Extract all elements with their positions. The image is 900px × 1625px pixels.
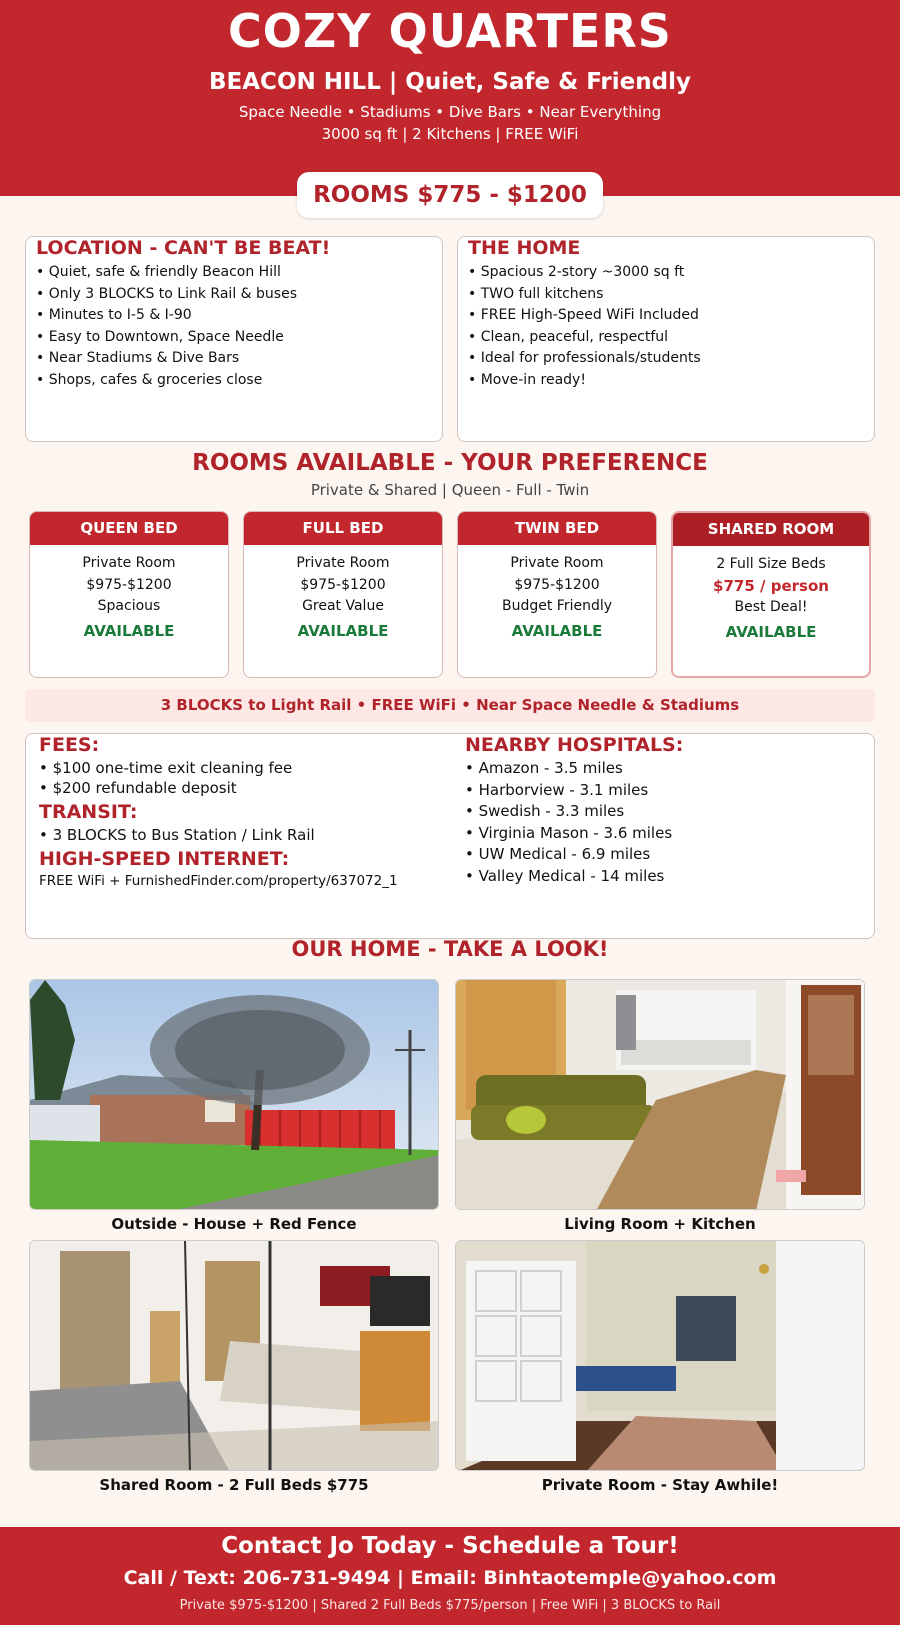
photo-shared-room xyxy=(29,1240,439,1471)
list-item: • Shops, cafes & groceries close xyxy=(36,371,263,388)
photo-private-room xyxy=(455,1240,865,1471)
photo-caption: Shared Room - 2 Full Beds $775 xyxy=(99,1476,369,1494)
page-title: COZY QUARTERS xyxy=(228,4,672,58)
photo-shared-room-illustration xyxy=(30,1241,439,1471)
room-type: Private Room xyxy=(510,555,604,571)
room-type: 2 Full Size Beds xyxy=(716,556,826,572)
room-price: $975-$1200 xyxy=(514,576,600,593)
room-note: Spacious xyxy=(97,598,161,615)
availability-badge: AVAILABLE xyxy=(725,622,817,641)
hospitals-title: NEARBY HOSPITALS: xyxy=(465,734,684,756)
list-item: • 3 BLOCKS to Bus Station / Link Rail xyxy=(39,826,315,844)
list-item: • Near Stadiums & Dive Bars xyxy=(36,350,240,367)
list-item: • Easy to Downtown, Space Needle xyxy=(36,328,284,345)
rooms-title: ROOMS AVAILABLE - YOUR PREFERENCE xyxy=(192,450,708,476)
rooms-subtitle: Private & Shared | Queen - Full - Twin xyxy=(310,481,590,499)
photo-living-room-illustration xyxy=(456,980,865,1210)
list-item: • Move-in ready! xyxy=(468,371,586,388)
room-card-header: SHARED ROOM xyxy=(673,513,869,546)
room-card-full xyxy=(243,511,443,678)
contact-headline: Contact Jo Today - Schedule a Tour! xyxy=(221,1533,679,1559)
room-note: Great Value xyxy=(302,598,384,615)
room-note: Best Deal! xyxy=(734,599,808,616)
list-item: • Only 3 BLOCKS to Link Rail & buses xyxy=(36,285,297,302)
specs-line: 3000 sq ft | 2 Kitchens | FREE WiFi xyxy=(321,125,579,143)
list-item: • Minutes to I-5 & I-90 xyxy=(36,307,192,324)
tagline: Space Needle • Stadiums • Dive Bars • Near Everything xyxy=(238,103,662,121)
room-type: Private Room xyxy=(296,555,390,571)
list-item: • $200 refundable deposit xyxy=(39,779,237,797)
room-card-header: QUEEN BED xyxy=(30,512,228,545)
home-list xyxy=(468,262,864,392)
location-list xyxy=(36,262,432,392)
list-item: • Amazon - 3.5 miles xyxy=(465,759,623,777)
list-item: • Ideal for professionals/students xyxy=(468,350,701,367)
fees-list xyxy=(39,758,439,798)
list-item: • Spacious 2-story ~3000 sq ft xyxy=(468,264,685,280)
list-item: • Harborview - 3.1 miles xyxy=(465,780,649,799)
availability-badge: AVAILABLE xyxy=(297,621,389,640)
header-banner xyxy=(0,0,900,196)
fees-title: FEES: xyxy=(39,734,100,756)
list-item: • Valley Medical - 14 miles xyxy=(465,866,665,885)
pricing-summary: Private $975-$1200 | Shared 2 Full Beds $775/person | Free WiFi | 3 BLOCKS to Rail xyxy=(179,1598,721,1613)
list-item: • Quiet, safe & friendly Beacon Hill xyxy=(36,264,281,280)
room-card-header: FULL BED xyxy=(244,512,442,545)
photo-caption: Private Room - Stay Awhile! xyxy=(541,1476,779,1494)
list-item: • UW Medical - 6.9 miles xyxy=(465,845,651,864)
photo-living-room xyxy=(455,979,865,1210)
price-range-badge: ROOMS $775 - $1200 xyxy=(297,172,603,218)
photo-outside-illustration xyxy=(30,980,439,1210)
hospitals-list xyxy=(465,758,865,888)
availability-badge: AVAILABLE xyxy=(511,621,603,640)
room-price: $975-$1200 xyxy=(86,576,172,593)
photo-caption: Outside - House + Red Fence xyxy=(111,1215,357,1233)
internet-title: HIGH-SPEED INTERNET: xyxy=(39,848,290,870)
room-type: Private Room xyxy=(82,555,176,571)
photo-private-room-illustration xyxy=(456,1241,865,1471)
info-box xyxy=(25,733,875,939)
photo-caption: Living Room + Kitchen xyxy=(564,1215,756,1233)
room-card-shared xyxy=(671,511,871,678)
list-item: • Swedish - 3.3 miles xyxy=(465,802,625,821)
home-box xyxy=(457,236,875,442)
info-left-column xyxy=(39,734,439,889)
info-right-column xyxy=(465,734,865,888)
photo-outside xyxy=(29,979,439,1210)
highlights-banner: 3 BLOCKS to Light Rail • FREE WiFi • Near Space Needle & Stadiums xyxy=(25,689,875,722)
list-item: • $100 one-time exit cleaning fee xyxy=(39,759,293,777)
transit-list xyxy=(39,825,439,845)
room-price: $975-$1200 xyxy=(300,576,386,593)
list-item: • TWO full kitchens xyxy=(468,285,604,302)
availability-badge: AVAILABLE xyxy=(83,621,175,640)
list-item: • Clean, peaceful, respectful xyxy=(468,328,669,345)
list-item: • Virginia Mason - 3.6 miles xyxy=(465,823,673,842)
list-item: • FREE High-Speed WiFi Included xyxy=(468,307,699,324)
page-subtitle: BEACON HILL | Quiet, Safe & Friendly xyxy=(209,69,691,95)
gallery-title: OUR HOME - TAKE A LOOK! xyxy=(291,937,609,961)
transit-title: TRANSIT: xyxy=(39,801,138,823)
home-title: THE HOME xyxy=(468,237,581,259)
footer-banner xyxy=(0,1527,900,1625)
location-title: LOCATION - CAN'T BE BEAT! xyxy=(36,237,331,259)
room-card-queen xyxy=(29,511,229,678)
room-note: Budget Friendly xyxy=(501,598,613,615)
internet-text: FREE WiFi + FurnishedFinder.com/property/637072_1 xyxy=(39,873,398,889)
contact-details[interactable]: Call / Text: 206-731-9494 | Email: Binhtaotemple@yahoo.com xyxy=(123,1567,777,1589)
room-price: $775 / person xyxy=(713,576,829,595)
room-card-header: TWIN BED xyxy=(458,512,656,545)
room-card-twin xyxy=(457,511,657,678)
location-box xyxy=(25,236,443,442)
